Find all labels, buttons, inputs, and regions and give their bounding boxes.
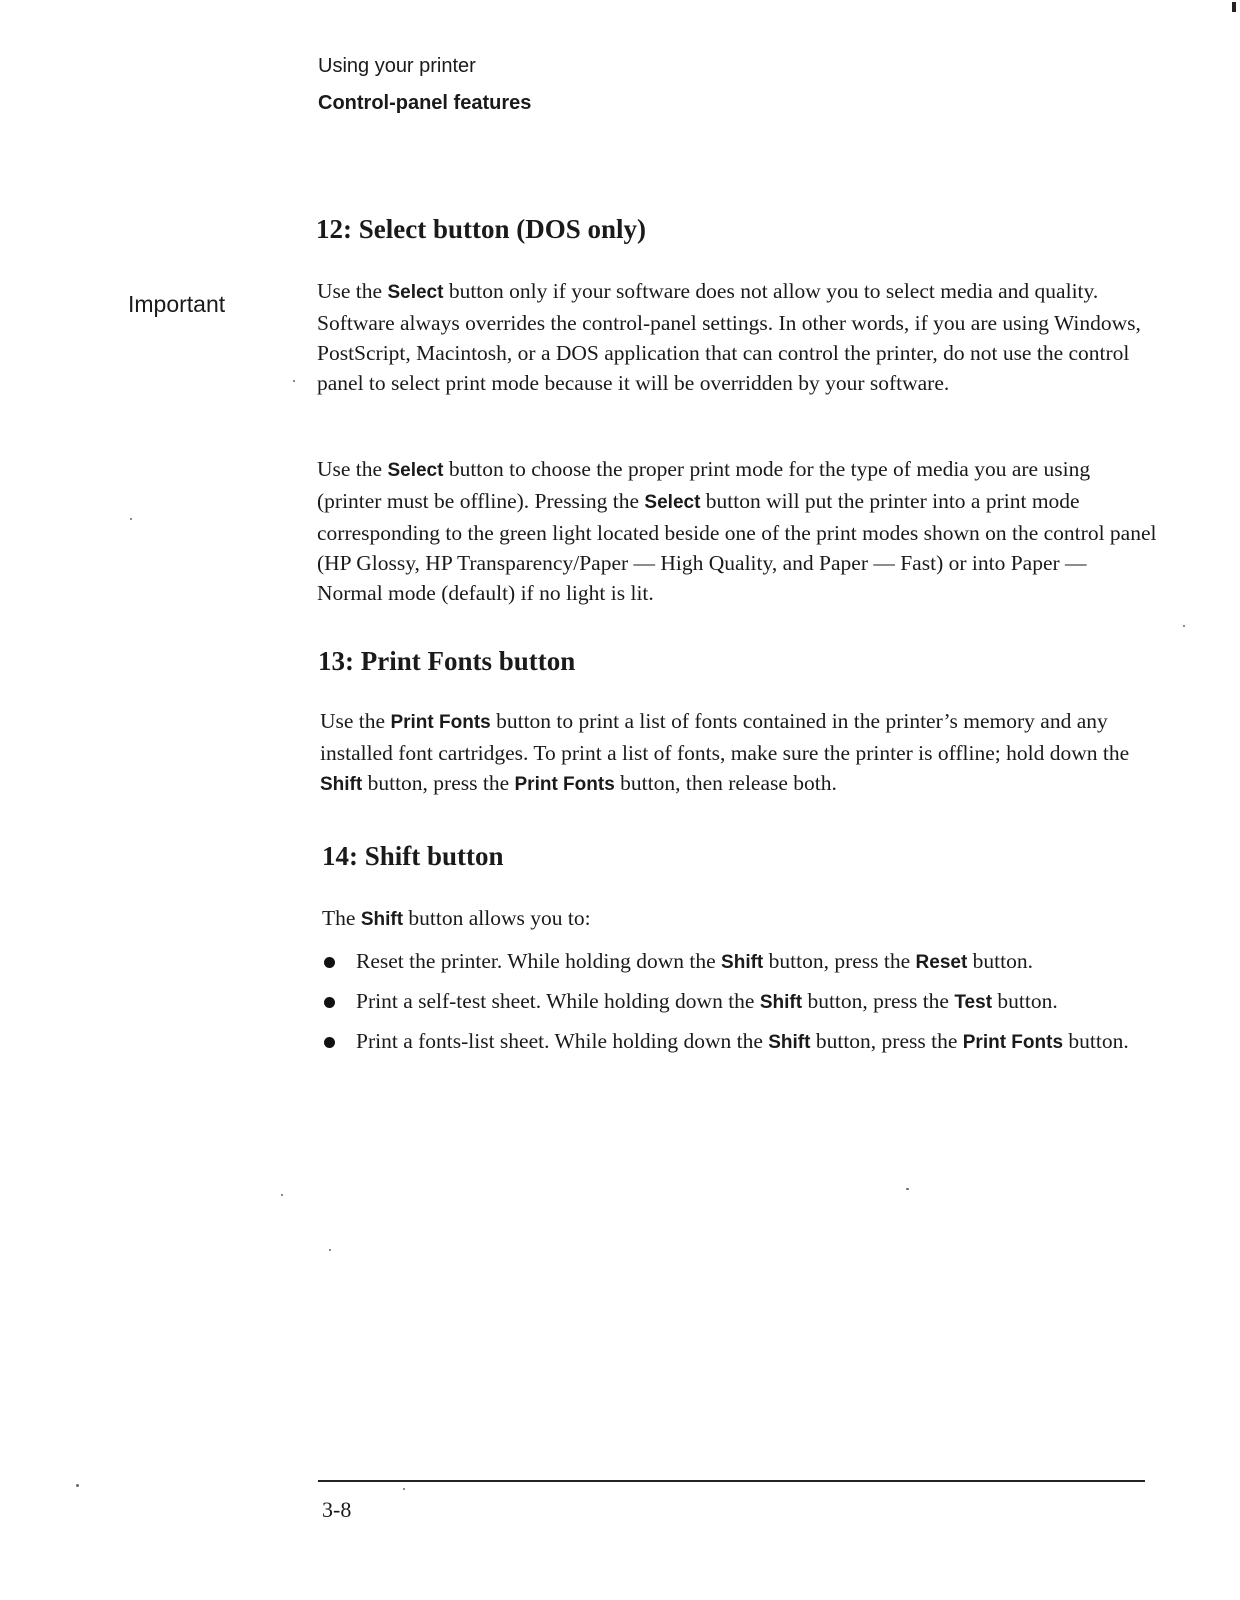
bullet-fonts-list <box>322 1025 1142 1059</box>
bold-term: Print Fonts <box>390 712 491 733</box>
section-heading-shift: 14: Shift button <box>322 841 504 871</box>
bold-term: Shift <box>320 774 363 795</box>
bold-term: Reset <box>915 952 968 973</box>
section-heading-select: 12: Select button (DOS only) <box>316 214 646 244</box>
bold-term: Select <box>387 282 444 303</box>
running-head-section: Control-panel features <box>318 92 532 114</box>
shift-bullet-list <box>322 945 1142 1065</box>
bold-term: Shift <box>360 909 404 930</box>
scan-speck <box>403 1488 405 1490</box>
paragraph-select-1: Use the Select button only if your software does not allow you to select media and quality. Software always overrides the control-panel settings. In other words, if you are using Windows, PostScript, Macintosh, or a DOS application that can control the printer, do not use the control panel to select print mode because it will be overridden by your software. <box>317 279 1141 395</box>
page-number: 3-8 <box>322 1497 352 1522</box>
section-heading-print-fonts: 13: Print Fonts button <box>318 646 576 676</box>
paragraph-print-fonts: Use the Print Fonts button to print a list of fonts contained in the printer’s memory and any installed font cartridges. To print a list of fonts, make sure the printer is offline; hold down the Shift button, press the Print Fonts button, then release both. <box>320 709 1130 795</box>
scan-speck <box>906 1188 909 1190</box>
bold-term: Select <box>387 460 444 481</box>
bold-term: Shift <box>768 1032 811 1053</box>
scan-speck <box>76 1484 79 1487</box>
bold-term: Shift <box>759 992 803 1013</box>
bold-term: Print Fonts <box>962 1032 1064 1053</box>
scan-speck <box>130 518 132 520</box>
scan-speck <box>329 1249 331 1251</box>
bullet-dot-icon <box>324 997 335 1008</box>
bullet-text: Reset the printer. While holding down the Shift button, press the Reset button. <box>356 949 1033 973</box>
footer-rule <box>318 1480 1145 1482</box>
bullet-text: Print a self-test sheet. While holding down the Shift button, press the Test button. <box>356 989 1058 1013</box>
bold-term: Shift <box>721 952 764 973</box>
bullet-text: Print a fonts-list sheet. While holding down the Shift button, press the Print Fonts button. <box>356 1029 1129 1053</box>
bold-term: Test <box>954 992 993 1013</box>
bullet-reset <box>322 945 1142 979</box>
running-head-chapter: Using your printer <box>318 55 476 77</box>
bullet-dot-icon <box>324 1037 335 1048</box>
bold-term: Select <box>644 492 701 513</box>
scan-speck <box>281 1194 283 1196</box>
important-side-note: Important <box>128 291 226 317</box>
bullet-self-test <box>322 985 1142 1019</box>
paragraph-shift-intro: The Shift button allows you to: <box>322 906 591 930</box>
paragraph-select-2: Use the Select button to choose the proper print mode for the type of media you are using (printer must be offline). Pressing the Select button will put the printer into a print mode corresponding to the green light located beside one of the print modes shown on the control panel (HP Glossy, HP Transparency/Paper — High Quality, and Paper — Fast) or into Paper — Normal mode (default) if no light is lit. <box>317 457 1157 605</box>
scan-speck <box>293 380 295 382</box>
scan-speck <box>1183 625 1185 627</box>
bullet-dot-icon <box>324 957 335 968</box>
bold-term: Print Fonts <box>514 774 615 795</box>
scan-edge-mark <box>1232 2 1236 12</box>
